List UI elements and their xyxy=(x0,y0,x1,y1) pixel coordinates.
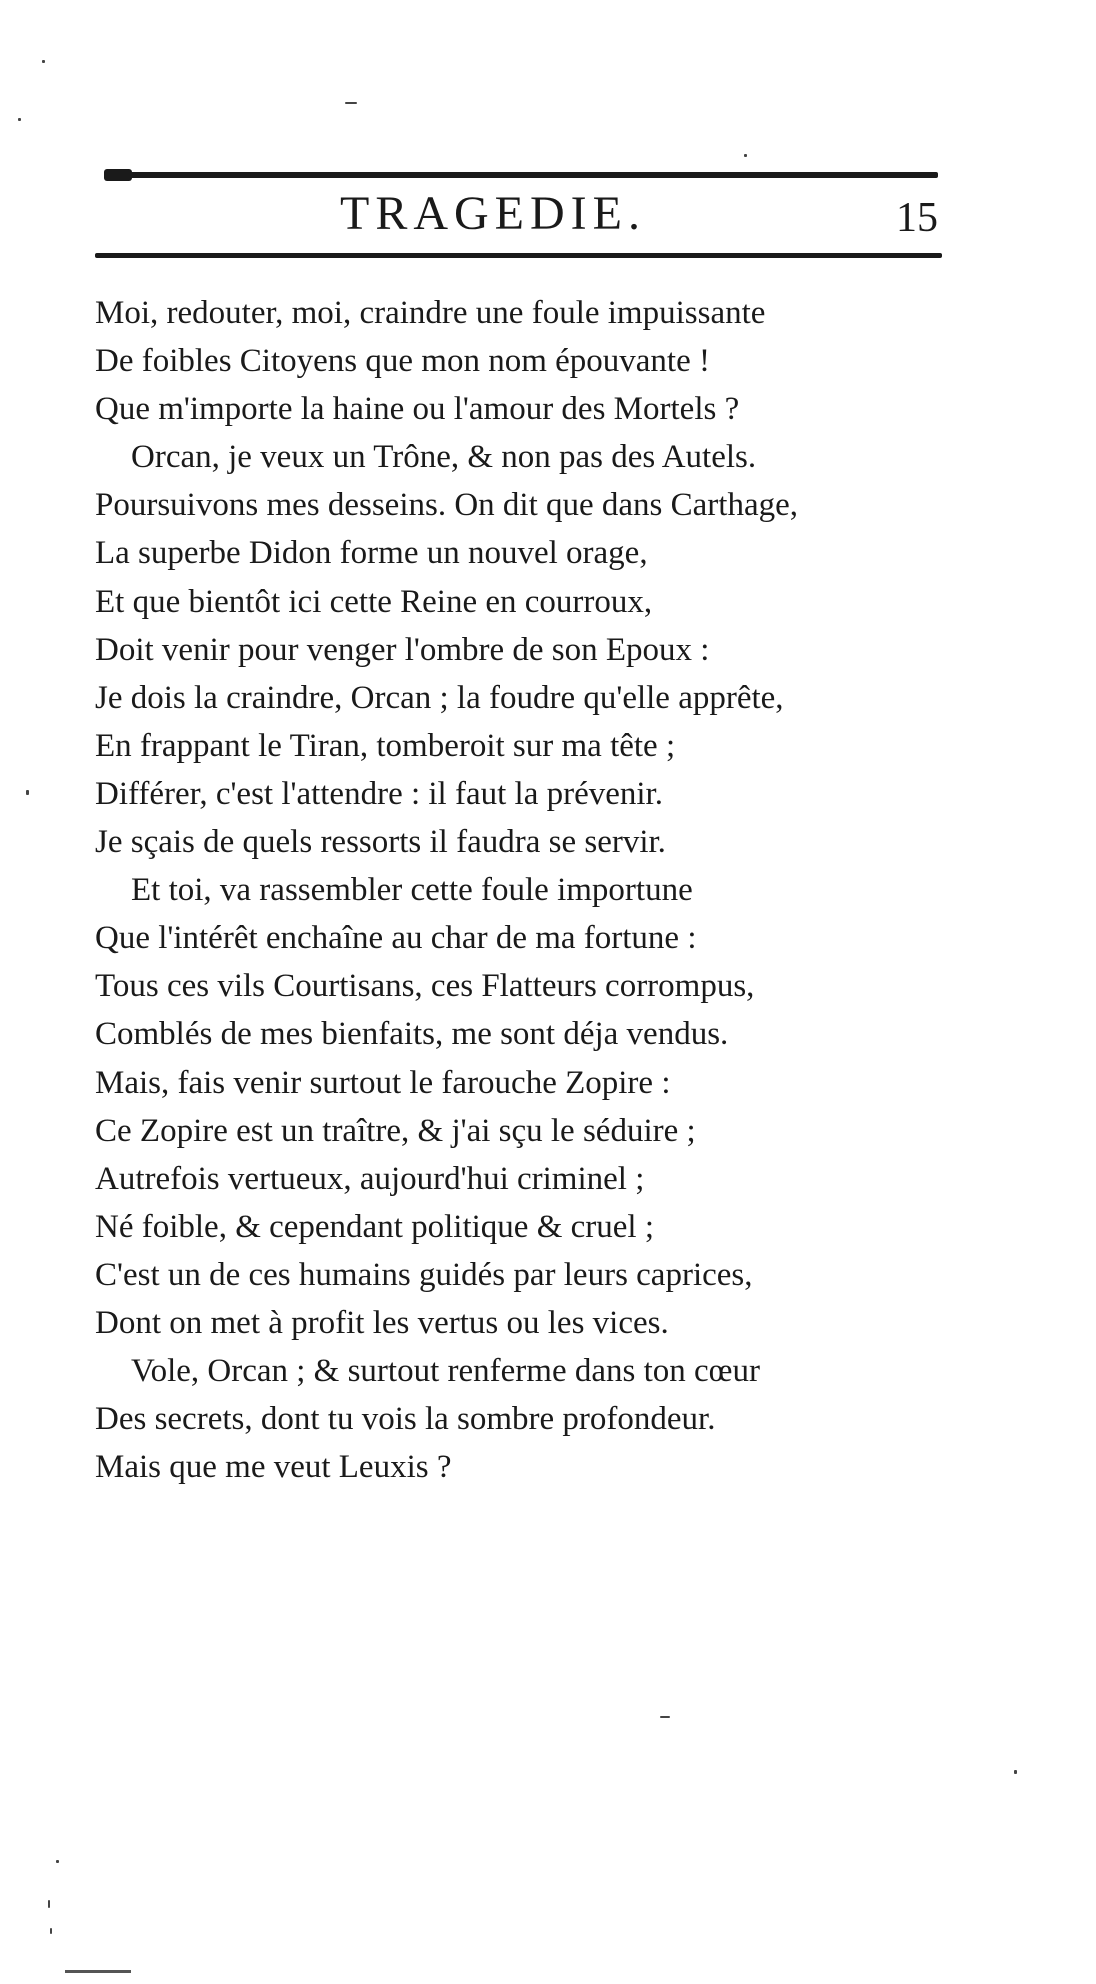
verse-line: Comblés de mes bienfaits, me sont déja vendus. xyxy=(95,1016,729,1053)
verse-line: Que m'importe la haine ou l'amour des Mortels ? xyxy=(95,391,740,428)
verse-line: Ce Zopire est un traître, & j'ai sçu le séduire ; xyxy=(95,1112,696,1149)
scan-speck xyxy=(18,118,21,121)
verse-line: Mais que me veut Leuxis ? xyxy=(95,1449,452,1486)
scan-speck xyxy=(1014,1770,1017,1774)
verse-line: La superbe Didon forme un nouvel orage, xyxy=(95,535,648,572)
verse-line: Orcan, je veux un Trône, & non pas des Autels. xyxy=(131,439,757,476)
verse-line: Différer, c'est l'attendre : il faut la prévenir. xyxy=(95,775,663,812)
verse-line: Je sçais de quels ressorts il faudra se servir. xyxy=(95,824,666,861)
verse-line: Mais, fais venir surtout le farouche Zopire : xyxy=(95,1064,671,1101)
scan-speck xyxy=(48,1900,50,1908)
footer-mark xyxy=(65,1970,131,1973)
verse-line: Et toi, va rassembler cette foule importune xyxy=(131,872,693,909)
header-top-rule xyxy=(108,172,938,178)
verse-text xyxy=(95,289,975,1491)
verse-line: C'est un de ces humains guidés par leurs caprices, xyxy=(95,1256,753,1293)
verse-line: Dont on met à profit les vertus ou les vices. xyxy=(95,1304,669,1341)
verse-line: Né foible, & cependant politique & cruel ; xyxy=(95,1208,654,1245)
scan-speck xyxy=(42,60,45,63)
verse-line: Doit venir pour venger l'ombre de son Epoux : xyxy=(95,631,710,668)
scan-speck xyxy=(50,1928,52,1934)
scan-speck xyxy=(345,102,357,104)
verse-line: Tous ces vils Courtisans, ces Flatteurs corrompus, xyxy=(95,968,755,1005)
verse-line: Et que bientôt ici cette Reine en courroux, xyxy=(95,583,653,620)
running-title: TRAGEDIE. xyxy=(340,187,646,240)
verse-line: Autrefois vertueux, aujourd'hui criminel ; xyxy=(95,1160,645,1197)
verse-line: De foibles Citoyens que mon nom épouvante ! xyxy=(95,343,710,380)
scan-speck xyxy=(660,1716,670,1718)
verse-line: Que l'intérêt enchaîne au char de ma fortune : xyxy=(95,920,697,957)
scan-speck xyxy=(26,790,29,795)
verse-line: Je dois la craindre, Orcan ; la foudre qu'elle apprête, xyxy=(95,679,784,716)
verse-line: Moi, redouter, moi, craindre une foule impuissante xyxy=(95,295,766,331)
page-number: 15 xyxy=(896,195,938,241)
verse-line: Des secrets, dont tu vois la sombre profondeur. xyxy=(95,1401,716,1438)
verse-line: Poursuivons mes desseins. On dit que dans Carthage, xyxy=(95,487,799,524)
scan-speck xyxy=(56,1860,59,1863)
scan-speck xyxy=(744,154,747,157)
verse-line: En frappant le Tiran, tomberoit sur ma tête ; xyxy=(95,727,676,764)
verse-line: Vole, Orcan ; & surtout renferme dans ton cœur xyxy=(131,1353,760,1390)
header-bottom-rule xyxy=(95,253,942,258)
